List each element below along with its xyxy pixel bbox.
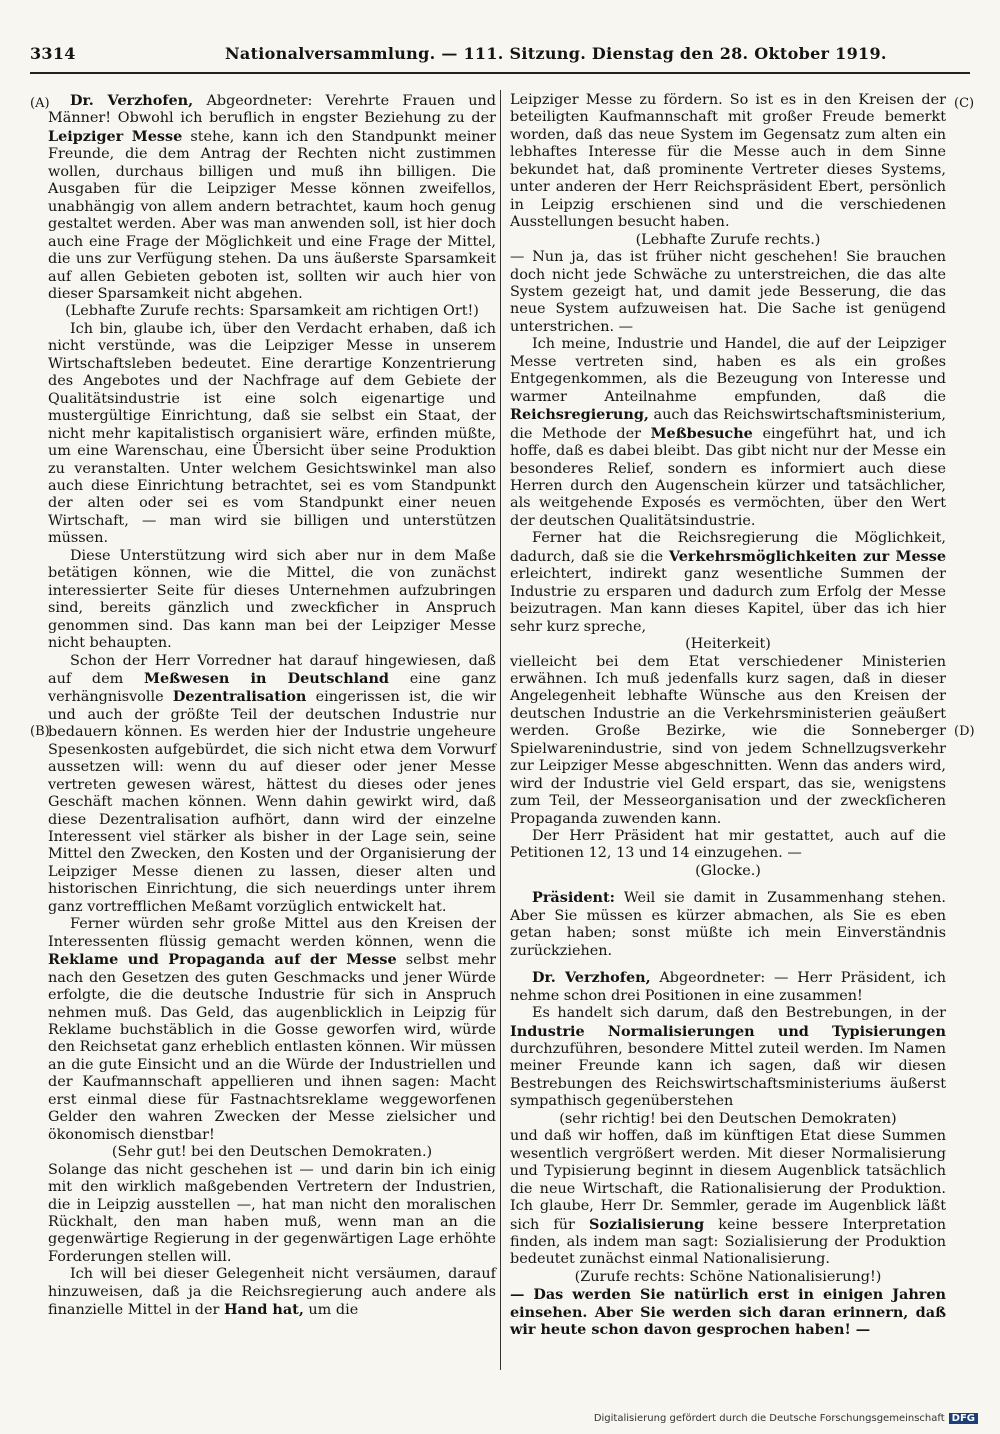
- paragraph: Leipziger Messe zu fördern. So ist es in den Kreisen der beteiligten Kaufmannschaft mit großer Freude bemerkt worden, daß das neue System im Gegensatz zum alten ein lebhaftes Interesse für die Messe auch in dem Sinne bekundet hat, daß prominente Vertreter dieses Systems, unter anderen der Herr Reichspräsident Ebert, persönlich in Leipzig erschienen sind und die verschiedenen Ausstellungen besucht haben.: [510, 92, 946, 231]
- bold-term: Reklame und Propaganda auf der Messe: [48, 951, 397, 969]
- speaker-name: Dr. Verzhofen,: [70, 92, 194, 109]
- paragraph: — Das werden Sie natürlich erst in einigen Jahren einsehen. Aber Sie werden sich daran erinnern, daß wir heute schon davon gesprochen haben! —: [510, 1286, 946, 1339]
- text: erleichtert, indirekt ganz wesentliche Summen der Industrie zu ersparen und dadurch zum Erfolg der Messe beizutragen. Man kann dieses Kapitel, über das ich hier sehr kurz spreche,: [510, 566, 946, 635]
- text: Weil sie damit in Zusammenhang stehen. Aber Sie müssen es kürzer abmachen, als Sie es eben getan haben; sonst müßte ich mein Einverständnis zurückziehen.: [510, 890, 946, 959]
- text: stehe, kann ich den Standpunkt meiner Freunde, die dem Antrag der Rechten nicht zustimmen wollen, durchaus billigen und muß ihn billigen. Die Ausgaben für die Leipziger Messe können zweifellos, unabhängig von allem andern betrachtet, kaum hoch genug gestaltet werden. Aber was man anwenden soll, ist hier doch auch eine Frage der Möglichkeit und eine Frage der Mittel, die uns zur Verfügung stehen. Da uns äußerste Sparsamkeit auf allen Gebieten geboten ist, sollten wir auch hier von dieser Sparsamkeit nicht abgehen.: [48, 128, 496, 302]
- text: Ich meine, Industrie und Handel, die auf der Leipziger Messe vertreten sind, haben es als ein großes Entgegenkommen, als die Bezeugung von Interesse und warmer Anteilnahme empfunden, daß die: [510, 336, 946, 405]
- speaker-name: Dr. Verzhofen,: [532, 969, 651, 987]
- running-header: [30, 44, 970, 70]
- interjection: (Heiterkeit): [685, 636, 771, 653]
- text: Schon der Herr Vorredner hat darauf hingewiesen, daß auf dem: [48, 652, 496, 687]
- bold-term: Meßbesuche: [650, 424, 753, 442]
- text: keine bessere Interpretation finden, als indem man sagt: Sozialisierung der Produktion bedeutet zunächst einmal Nationalisierung.: [510, 1216, 946, 1268]
- speaker-name: Präsident:: [532, 889, 615, 907]
- text: Abgeordneter: Verehrte Frauen und Männer! Obwohl ich beruflich in engster Beziehung zu der: [48, 93, 496, 127]
- footer-credit: [594, 1413, 978, 1424]
- paragraph: [510, 336, 946, 530]
- interjection: (Glocke.): [695, 862, 761, 879]
- paragraph: Diese Unterstützung wird sich aber nur in dem Maße betätigen können, wie die Mittel, die von zunächst interessierter Seite für dieses Unternehmen aufzubringen sind, bereits gänzlich und zweckficher in Anspruch genommen sind. Das kann man bei der Leipziger Messe nicht behaupten.: [48, 547, 496, 652]
- footer-text: Digitalisierung gefördert durch die Deutsche Forschungsgemeinschaft: [593, 1413, 945, 1424]
- margin-mark-d: (D): [954, 724, 975, 739]
- right-column: [510, 92, 946, 1339]
- text: Abgeordneter: — Herr Präsident, ich nehme schon drei Positionen in eine zusammen!: [510, 970, 946, 1004]
- text: Es handelt sich darum, daß den Bestrebungen, in der: [532, 1005, 946, 1022]
- interjection: (Sehr gut! bei den Deutschen Demokraten.): [111, 1144, 433, 1161]
- bold-term: Hand hat,: [223, 1301, 304, 1319]
- paragraph: Solange das nicht geschehen ist — und darin bin ich einig mit den wirklich maßgebenden Vertretern der Industrien, die in Leipzig ausstellen —, hat man nicht den moralischen Rückhalt, den man haben muß, wenn man an die gegenwärtige Regierung in der gegenwärtigen Lage erhöhte Forderungen stellen will.: [48, 1161, 496, 1265]
- paragraph: [48, 92, 496, 303]
- interjection: (Zurufe rechts: Schöne Nationalisierung!): [574, 1268, 882, 1285]
- dfg-logo: DFG: [949, 1413, 978, 1424]
- bold-term: Dezentralisation: [172, 688, 307, 706]
- bold-term: Industrie Normalisierungen und Typisierungen: [510, 1022, 946, 1040]
- paragraph: [48, 1266, 496, 1319]
- bold-term: Reichsregierung,: [510, 406, 649, 424]
- paragraph: [510, 530, 946, 636]
- text: Ferner hat die Reichsregierung die Möglichkeit, dadurch, daß sie die: [510, 530, 946, 565]
- paragraph: [510, 1005, 946, 1111]
- text: Ich will bei dieser Gelegenheit nicht versäumen, darauf hinzuweisen, daß ja die Reichsregierung auch andere als finanzielle Mittel in der: [48, 1266, 496, 1319]
- text: um die: [303, 1302, 359, 1319]
- text: und daß wir hoffen, daß im künftigen Etat diese Summen wesentlich vergrößert werden. Mit dieser Normalisierung und Typisierung beginnt in diesem Augenblick tatsächlich die neue Wirtschaft, die Rationalisierung der Produktion. Ich glaube, Herr Dr. Semmler, gerade im Augenblick läßt sich für: [510, 1128, 946, 1233]
- bold-term: Meßwesen in Deutschland: [144, 669, 389, 687]
- text: eingeführt hat, und ich hoffe, daß es dabei bleibt. Das gibt nicht nur der Messe ein besonderes Relief, sondern es informiert auch diese Herren durch den Augenschein kürzer und tatsächlicher, als weitgehende Exposés es vermöchten, über den Wert der deutschen Qualitätsindustrie.: [510, 425, 946, 529]
- text: auch das Reichswirtschaftsministerium, die Methode der: [510, 407, 946, 442]
- margin-mark-b: (B): [30, 724, 50, 739]
- paragraph: [48, 653, 496, 917]
- paragraph: [510, 889, 946, 960]
- paragraph: Der Herr Präsident hat mir gestattet, auch auf die Petitionen 12, 13 und 14 einzugehen. —: [510, 828, 946, 862]
- paragraph: [510, 1128, 946, 1269]
- paragraph: Ich bin, glaube ich, über den Verdacht erhaben, daß ich nicht verstünde, was die Leipziger Messe in unserem Wirtschaftsleben bedeutet. Eine derartige Konzentrierung des Angebotes und der Nachfrage auf dem Gebiete der Qualitätsindustrie ist eine solch eigenartige und mustergültige Einrichtung, daß sie selbst ein Staat, der nicht mehr kapitalistisch organisiert wäre, erfinden müßte, um eine Warenschau, eine Übersicht über seine Produktion zu veranstalten. Unter welchem Gesichtswinkel man also auch diese Einrichtung betrachtet, sei es vom Standpunkt der alten oder sei es vom Standpunkt einer neuen Wirtschaft, — man wird sie billigen und unterstützen müssen.: [48, 320, 496, 547]
- bold-term: Sozialisierung: [589, 1215, 705, 1233]
- interjection: (Lebhafte Zurufe rechts.): [635, 231, 821, 248]
- paragraph: [48, 916, 496, 1144]
- page-number: 3314: [30, 44, 76, 63]
- column-divider: [500, 90, 501, 1370]
- interjection: (sehr richtig! bei den Deutschen Demokraten): [559, 1110, 897, 1127]
- paragraph: [510, 969, 946, 1005]
- running-title: Nationalversammlung. — 111. Sitzung. Dienstag den 28. Oktober 1919.: [225, 44, 887, 63]
- text: eingerissen ist, die wir und auch der größte Teil der deutschen Industrie nur bedauern können. Es werden hier der Industrie ungeheure Spesenkosten aufgebürdet, die sich nicht etwa dem Vorwurf aussetzen will: wenn du auf dieser oder jener Messe vertreten gewesen wärest, hättest du dieses oder jenes Geschäft machen können. Wenn dahin gewirkt wird, daß diese Dezentralisation aufhört, dann wird der einzelne Interessent viel stärker als bisher in der Lage sein, seine Mittel den Zwecken, den Kosten und der Organisierung der Leipziger Messe dienen zu lassen, dieser alten und historischen Einrichtung, die sich neuerdings unter ihrem ganz vortrefflichen Meßamt vorzüglich entwickelt hat.: [48, 689, 496, 915]
- left-column: [48, 92, 496, 1320]
- margin-mark-c: (C): [954, 96, 975, 111]
- header-rule: [30, 72, 970, 74]
- margin-mark-a: (A): [30, 96, 50, 111]
- bold-term: Verkehrsmöglichkeiten zur Messe: [668, 547, 946, 565]
- text: Ferner würden sehr große Mittel aus den Kreisen der Interessenten flüssig gemacht werden können, wenn die: [48, 916, 496, 950]
- paragraph: — Nun ja, das ist früher nicht geschehen! Sie brauchen doch nicht jede Schwäche zu unterstreichen, die das alte System gezeigt hat, und damit jede Besserung, die das neue System aufzuweisen hat. Die Sache ist genügend unterstrichen. —: [510, 249, 946, 335]
- interjection: (Lebhafte Zurufe rechts: Sparsamkeit am richtigen Ort!): [65, 303, 479, 320]
- text: selbst mehr nach den Gesetzen des guten Geschmacks und jener Würde erfolgte, die die deutsche Industrie für sich in Anspruch nehmen muß. Das Geld, das augenblicklich in Leipzig für Reklame buchstäblich in die Gosse geworfen wird, würde den Reichsetat ganz erheblich entlasten können. Wir müssen an die gute Einsicht und an die Würde der Industriellen und der Kaufmannschaft appellieren und ihnen sagen: Macht erst einmal diese für Fastnachtsreklame weggeworfenen Gelder den wahren Zwecken der Messe zielsicher und ökonomisch dienstbar!: [48, 952, 496, 1143]
- bold-term: Leipziger Messe: [48, 127, 183, 145]
- paragraph: vielleicht bei dem Etat verschiedener Ministerien erwähnen. Ich muß jedenfalls kurz sagen, daß in dieser Angelegenheit lebhafte Wünsche aus den Kreisen der deutschen Industrie an die Verkehrsministerien geäußert werden. Große Bezirke, wie die Sonneberger Spielwarenindustrie, sind von jedem Schnellzugsverkehr zur Leipziger Messe abgeschnitten. Wenn das anders wird, wird der Industrie viel Geld erspart, das sie, wenigstens zum Teil, der Messeorganisation und der zweckſicheren Propaganda zuwenden kann.: [510, 653, 946, 827]
- text: durchzuführen, besondere Mittel zuteil werden. Im Namen meiner Freunde kann ich sagen, daß wir diesen Bestrebungen des Reichswirtschaftsministeriums äußerst sympathisch gegenüberstehen: [510, 1041, 946, 1110]
- text: eine ganz verhängnisvolle: [48, 670, 497, 706]
